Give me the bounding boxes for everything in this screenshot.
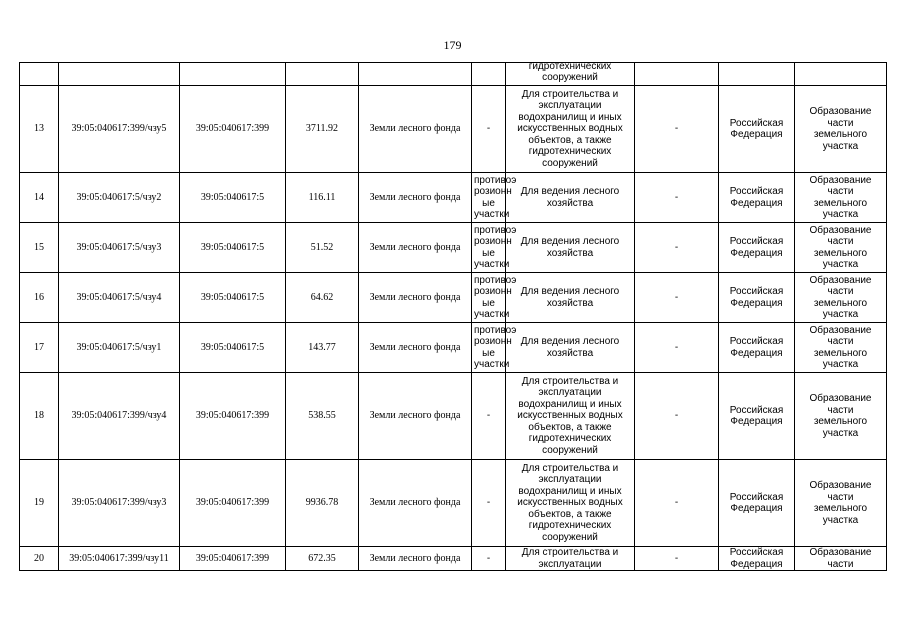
subcategory-cell [472, 323, 517, 373]
parent-parcel-cell: 39:05:040617:399 [180, 86, 286, 173]
parent-parcel-cell: 39:05:040617:5 [180, 173, 286, 223]
action-cell [795, 86, 887, 173]
land-category-cell: Земли лесного фонда [359, 547, 472, 571]
row-number-cell: 15 [20, 223, 59, 273]
cell-line: Федерация [730, 347, 783, 359]
subcategory-cell [472, 273, 517, 323]
cell-line: хозяйства [546, 197, 594, 209]
area-cell: 64.62 [286, 273, 359, 323]
cell-line: части [827, 186, 854, 197]
cell-line: Для ведения лесного [520, 336, 620, 347]
cell-line: земельного [813, 197, 868, 209]
cell-line: Образование [809, 274, 872, 286]
cell-line: искусственных водных [517, 497, 623, 509]
cell-line: части [827, 558, 854, 570]
table-row-continuation [20, 63, 887, 86]
cell-line: противоэ [474, 174, 517, 186]
purpose-cell [506, 547, 635, 571]
cell-line: объектов, а также [528, 134, 612, 146]
cell-line: гидротехнических [528, 60, 612, 72]
cell-line: Для строительства и [521, 375, 619, 387]
cadastral-part-cell: 39:05:040617:5/чзу4 [59, 273, 180, 323]
land-category-cell: Земли лесного фонда [359, 273, 472, 323]
table-row [20, 173, 887, 223]
row-number-cell: 18 [20, 373, 59, 460]
cell-line: противоэ [474, 324, 517, 336]
cell-line: Российская [729, 286, 784, 297]
purpose-cell [506, 223, 635, 273]
cell-line: участка [822, 309, 859, 320]
cell-line: Федерация [730, 247, 783, 259]
cell-line: участка [822, 259, 859, 270]
area-cell: 116.11 [286, 173, 359, 223]
cell-line: Федерация [730, 416, 783, 427]
encumbrance-cell: - [635, 273, 719, 323]
cell-line: розионн [474, 186, 512, 197]
cell-line: эксплуатации [538, 474, 602, 486]
parent-parcel-cell: 39:05:040617:399 [180, 460, 286, 547]
land-category-cell: Земли лесного фонда [359, 223, 472, 273]
cell-line: водохранилищ и иных [518, 111, 622, 123]
cell-line: Российская [729, 336, 784, 347]
cell-line: Образование [809, 324, 872, 336]
table-cell-empty [359, 63, 472, 86]
owner-cell [719, 173, 795, 223]
land-category-cell: Земли лесного фонда [359, 86, 472, 173]
table-cell-empty [20, 63, 59, 86]
table-row [20, 547, 887, 571]
cell-line: участка [822, 514, 859, 526]
purpose-cell [506, 373, 635, 460]
cell-line: хозяйства [546, 247, 594, 259]
cell-line: Образование [809, 106, 872, 117]
cell-line: розионн [474, 286, 512, 297]
cell-line: Федерация [730, 503, 783, 514]
cell-line: водохранилищ и иных [518, 485, 622, 497]
owner-cell [719, 460, 795, 547]
encumbrance-cell: - [635, 86, 719, 173]
parent-parcel-cell: 39:05:040617:399 [180, 547, 286, 571]
cell-line: Федерация [730, 129, 783, 140]
cell-line: противоэ [474, 274, 517, 286]
owner-cell [719, 273, 795, 323]
row-number-cell: 19 [20, 460, 59, 547]
cell-line: части [827, 236, 854, 247]
owner-cell [719, 323, 795, 373]
encumbrance-cell: - [635, 460, 719, 547]
area-cell: 51.52 [286, 223, 359, 273]
cell-line: хозяйства [546, 347, 594, 359]
row-number-cell: 16 [20, 273, 59, 323]
action-cell [795, 223, 887, 273]
table-cell-empty [795, 63, 887, 86]
cell-line: земельного [813, 347, 868, 359]
table-cell-empty [472, 63, 506, 86]
cell-line: Российская [729, 404, 784, 416]
cell-line: Для строительства и [521, 88, 619, 100]
cell-line: искусственных водных [517, 123, 623, 135]
cell-line: Федерация [730, 297, 783, 309]
cell-line: - [486, 410, 491, 422]
land-category-cell: Земли лесного фонда [359, 373, 472, 460]
table-cell-empty [180, 63, 286, 86]
land-plots-table [19, 62, 887, 571]
cell-line: участки [474, 309, 510, 320]
cell-line: земельного [813, 247, 868, 259]
parent-parcel-cell: 39:05:040617:399 [180, 373, 286, 460]
encumbrance-cell: - [635, 173, 719, 223]
action-cell [795, 460, 887, 547]
cell-line: Федерация [730, 558, 783, 570]
subcategory-cell [472, 173, 517, 223]
cell-line: ые [482, 247, 495, 259]
cell-line: гидротехнических [528, 146, 612, 158]
cell-line: участка [822, 427, 859, 439]
table-row [20, 86, 887, 173]
cell-line: Федерация [730, 197, 783, 209]
cell-line: Образование [809, 393, 872, 404]
area-cell: 3711.92 [286, 86, 359, 173]
row-number-cell: 13 [20, 86, 59, 173]
cell-line: розионн [474, 336, 512, 347]
cell-line: Образование [809, 224, 872, 236]
owner-cell [719, 373, 795, 460]
cadastral-part-cell: 39:05:040617:5/чзу3 [59, 223, 180, 273]
table-row [20, 273, 887, 323]
encumbrance-cell: - [635, 323, 719, 373]
land-category-cell: Земли лесного фонда [359, 173, 472, 223]
cell-line: эксплуатации [538, 387, 602, 399]
table-row [20, 460, 887, 547]
action-cell [795, 373, 887, 460]
subcategory-cell [472, 223, 517, 273]
cadastral-part-cell: 39:05:040617:399/чзу11 [59, 547, 180, 571]
subcategory-cell [472, 460, 506, 547]
cell-line: гидротехнических [528, 520, 612, 532]
table-row [20, 223, 887, 273]
row-number-cell: 20 [20, 547, 59, 571]
cell-line: сооружений [542, 531, 598, 543]
cell-line: земельного [813, 503, 868, 514]
action-cell [795, 173, 887, 223]
table-row [20, 323, 887, 373]
cell-line: земельного [813, 416, 868, 427]
cell-line: ые [482, 297, 495, 309]
cell-line: сооружений [542, 157, 598, 169]
purpose-cell [506, 86, 635, 173]
encumbrance-cell: - [635, 373, 719, 460]
row-number-cell: 14 [20, 173, 59, 223]
cell-line: хозяйства [546, 297, 594, 309]
table-cell-empty [635, 63, 719, 86]
cell-line: сооружений [542, 444, 598, 456]
cell-line: искусственных водных [517, 410, 623, 422]
action-cell [795, 323, 887, 373]
subcategory-cell [472, 373, 506, 460]
cell-line: участка [822, 209, 859, 220]
cell-line: эксплуатации [538, 558, 602, 570]
cell-line: гидротехнических [528, 433, 612, 445]
purpose-cell [506, 323, 635, 373]
cell-line: Для строительства и [521, 547, 619, 558]
cell-line: земельного [813, 297, 868, 309]
cell-line: Образование [809, 480, 872, 491]
owner-cell [719, 223, 795, 273]
cell-line: участка [822, 140, 859, 152]
land-category-cell: Земли лесного фонда [359, 323, 472, 373]
area-cell: 9936.78 [286, 460, 359, 547]
cell-line: - [486, 123, 491, 135]
cell-line: части [827, 286, 854, 297]
cell-line: - [486, 552, 491, 564]
purpose-cell [506, 460, 635, 547]
cell-line: объектов, а также [528, 508, 612, 520]
cell-line: участки [474, 259, 510, 270]
cell-line: водохранилищ и иных [518, 398, 622, 410]
cell-line: земельного [813, 129, 868, 140]
cell-line: Образование [809, 547, 872, 558]
cell-line: Российская [729, 491, 784, 503]
row-number-cell: 17 [20, 323, 59, 373]
owner-cell [719, 86, 795, 173]
cadastral-part-cell: 39:05:040617:5/чзу1 [59, 323, 180, 373]
cadastral-part-cell: 39:05:040617:399/чзу3 [59, 460, 180, 547]
cell-line: Образование [809, 174, 872, 186]
encumbrance-cell: - [635, 547, 719, 571]
action-cell [795, 547, 887, 571]
cell-line: Для ведения лесного [520, 186, 620, 197]
cell-line: ые [482, 347, 495, 359]
area-cell: 143.77 [286, 323, 359, 373]
cell-line: участки [474, 359, 510, 370]
purpose-text [508, 61, 632, 84]
cell-line: части [827, 404, 854, 416]
parent-parcel-cell: 39:05:040617:5 [180, 323, 286, 373]
cell-line: ые [482, 197, 495, 209]
purpose-cell [506, 60, 635, 86]
cell-line: части [827, 336, 854, 347]
area-cell: 538.55 [286, 373, 359, 460]
cadastral-part-cell: 39:05:040617:399/чзу4 [59, 373, 180, 460]
purpose-cell [506, 273, 635, 323]
page-number: 179 [443, 38, 462, 52]
cell-line: Российская [729, 117, 784, 129]
subcategory-cell [472, 547, 506, 571]
owner-cell [719, 547, 795, 571]
cell-line: Для ведения лесного [520, 286, 620, 297]
cell-line: Российская [729, 236, 784, 247]
cell-line: части [827, 117, 854, 129]
cell-line: сооружений [542, 72, 598, 83]
action-cell [795, 273, 887, 323]
table-body [20, 60, 887, 571]
encumbrance-cell: - [635, 223, 719, 273]
parent-parcel-cell: 39:05:040617:5 [180, 273, 286, 323]
cell-line: Российская [729, 547, 784, 558]
cell-line: противоэ [474, 224, 517, 236]
cell-line: Для строительства и [521, 462, 619, 474]
subcategory-cell [472, 86, 506, 173]
purpose-cell [506, 173, 635, 223]
cadastral-part-cell: 39:05:040617:399/чзу5 [59, 86, 180, 173]
cell-line: эксплуатации [538, 100, 602, 112]
cell-line: Для ведения лесного [520, 236, 620, 247]
cell-line: участки [474, 209, 510, 220]
parent-parcel-cell: 39:05:040617:5 [180, 223, 286, 273]
table-cell-empty [286, 63, 359, 86]
cell-line: участка [822, 359, 859, 370]
cell-line: объектов, а также [528, 421, 612, 433]
table-row [20, 373, 887, 460]
cell-line: Российская [729, 186, 784, 197]
cell-line: части [827, 491, 854, 503]
area-cell: 672.35 [286, 547, 359, 571]
cadastral-part-cell: 39:05:040617:5/чзу2 [59, 173, 180, 223]
cell-line: розионн [474, 236, 512, 247]
cell-line: - [486, 497, 491, 509]
land-category-cell: Земли лесного фонда [359, 460, 472, 547]
table-cell-empty [719, 63, 795, 86]
table-cell-empty [59, 63, 180, 86]
